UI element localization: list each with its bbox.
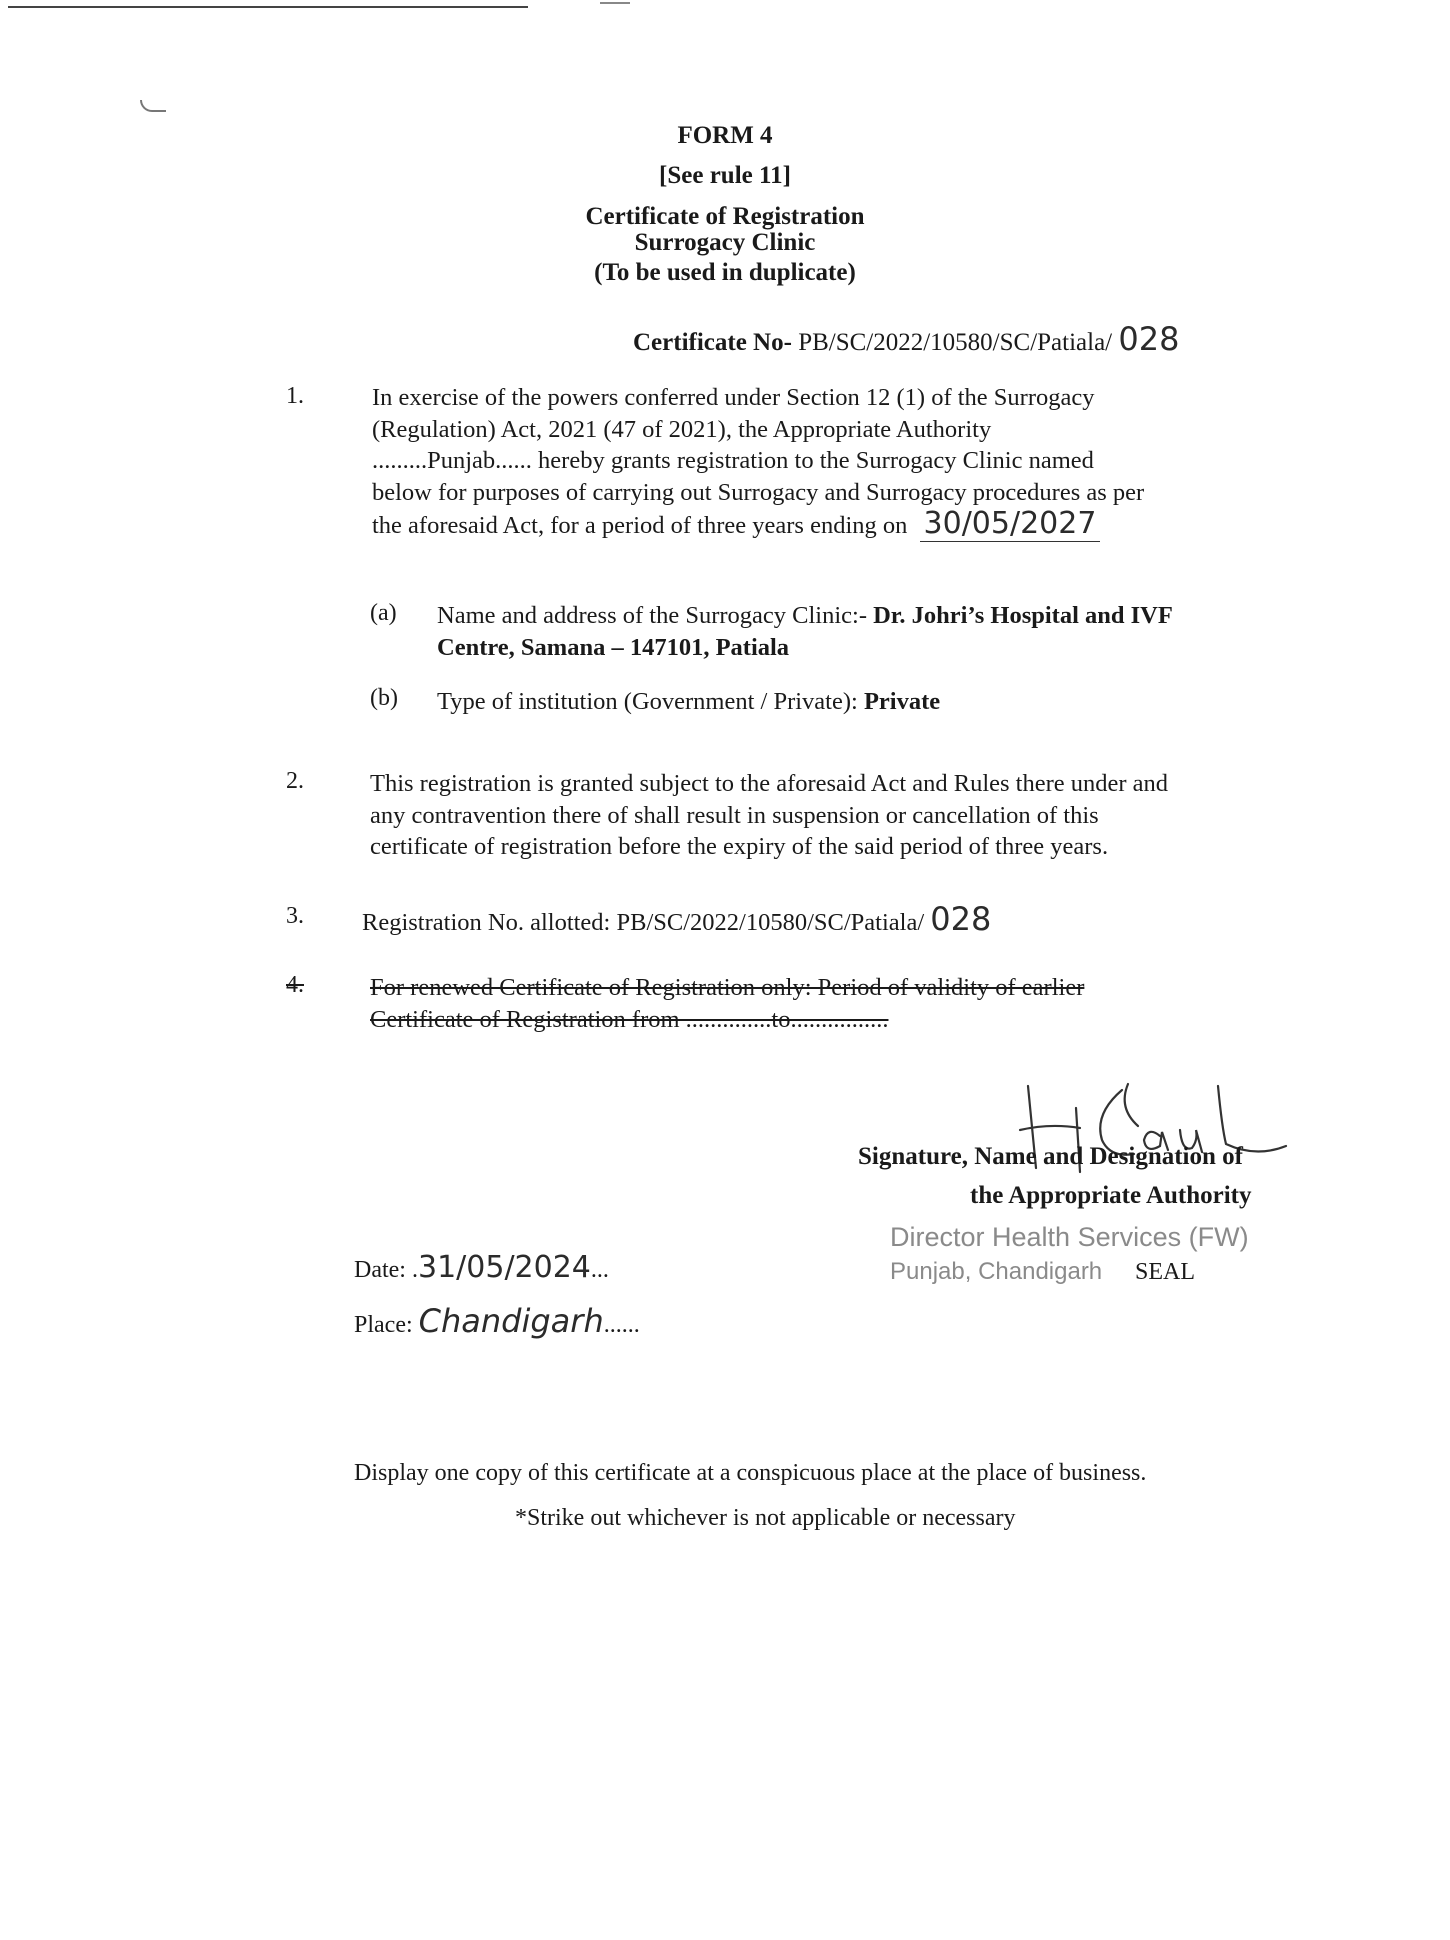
item-1-last-line — [372, 508, 1312, 542]
scan-speck — [140, 100, 166, 112]
item-4-line: For renewed Certificate of Registration only: Period of validity of earlier — [370, 974, 1085, 1001]
certificate-number — [633, 320, 1179, 358]
item-4-line: Certificate of Registration from ..............to................ — [370, 1005, 889, 1033]
strike-out-notice: *Strike out whichever is not applicable or necessary — [515, 1505, 1016, 1531]
signature-title: Signature, Name and Designation of — [858, 1143, 1243, 1170]
document-title: Certificate of Registration — [585, 203, 865, 230]
sub-item-b-label: (b) — [370, 685, 398, 711]
form-number: FORM 4 — [677, 122, 773, 149]
clinic-name-label: Name and address of the Surrogacy Clinic:- — [437, 602, 867, 629]
item-2-paragraph — [370, 768, 1310, 863]
item-3-number: 3. — [286, 903, 304, 929]
end-date-handwritten: 30/05/2027 — [920, 506, 1101, 542]
authority-stamp-line-1: Director Health Services (FW) — [890, 1222, 1249, 1252]
item-4-paragraph — [370, 972, 1310, 1035]
item-1-paragraph — [372, 382, 1312, 542]
item-1-line: In exercise of the powers conferred under Section 12 (1) of the Surrogacy — [372, 384, 1095, 411]
certificate-number-label: Certificate No- — [633, 329, 792, 356]
seal-label: SEAL — [1135, 1259, 1195, 1285]
registration-number-label: Registration No. allotted: — [362, 909, 611, 936]
item-1-line: .........Punjab...... hereby grants registration to the Surrogacy Clinic named — [372, 447, 1094, 474]
certificate-number-handwritten: 028 — [1118, 320, 1180, 358]
document-note: (To be used in duplicate) — [594, 259, 856, 286]
item-2-line: This registration is granted subject to the aforesaid Act and Rules there under and — [370, 770, 1169, 797]
institution-type: Private — [863, 688, 941, 715]
item-1-line: (Regulation) Act, 2021 (47 of 2021), the Appropriate Authority — [372, 415, 992, 443]
date-handwritten: 31/05/2024 — [417, 1250, 591, 1285]
item-2-line: certificate of registration before the expiry of the said period of three years. — [370, 833, 1109, 860]
clinic-name: Dr. Johri’s Hospital and IVF — [873, 602, 1173, 629]
display-notice: Display one copy of this certificate at a conspicuous place at the place of business. — [354, 1460, 1147, 1486]
certificate-number-value: PB/SC/2022/10580/SC/Patiala/ — [798, 329, 1113, 356]
signature-subtitle: the Appropriate Authority — [970, 1182, 1252, 1209]
authority-stamp-line-2: Punjab, Chandigarh — [890, 1258, 1103, 1285]
item-1-line: the aforesaid Act, for a period of three years ending on — [372, 512, 908, 539]
form-rule: [See rule 11] — [659, 162, 791, 189]
sub-item-b — [437, 686, 1317, 718]
scan-edge-line — [8, 6, 528, 8]
item-4-number: 4. — [286, 972, 304, 998]
registration-number-handwritten: 028 — [930, 900, 992, 938]
registration-number — [362, 900, 991, 938]
institution-type-label: Type of institution (Government / Private): — [437, 688, 858, 715]
scan-edge-mark — [600, 2, 630, 4]
registration-number-value: PB/SC/2022/10580/SC/Patiala/ — [616, 909, 925, 936]
document-subtitle: Surrogacy Clinic — [634, 229, 816, 256]
sub-item-a — [437, 600, 1317, 663]
item-1-number: 1. — [286, 383, 304, 409]
item-2-number: 2. — [286, 768, 304, 794]
date-field: Date: .31/05/2024... — [354, 1250, 609, 1285]
place-handwritten: Chandigarh — [418, 1302, 604, 1340]
date-label: Date: — [354, 1257, 406, 1283]
item-2-line: any contravention there of shall result in suspension or cancellation of this — [370, 801, 1099, 829]
item-1-line: below for purposes of carrying out Surrogacy and Surrogacy procedures as per — [372, 478, 1145, 506]
clinic-address: Centre, Samana – 147101, Patiala — [437, 633, 790, 661]
sub-item-a-label: (a) — [370, 600, 397, 626]
place-label: Place: — [354, 1312, 413, 1338]
place-field: Place: Chandigarh...... — [354, 1302, 640, 1340]
